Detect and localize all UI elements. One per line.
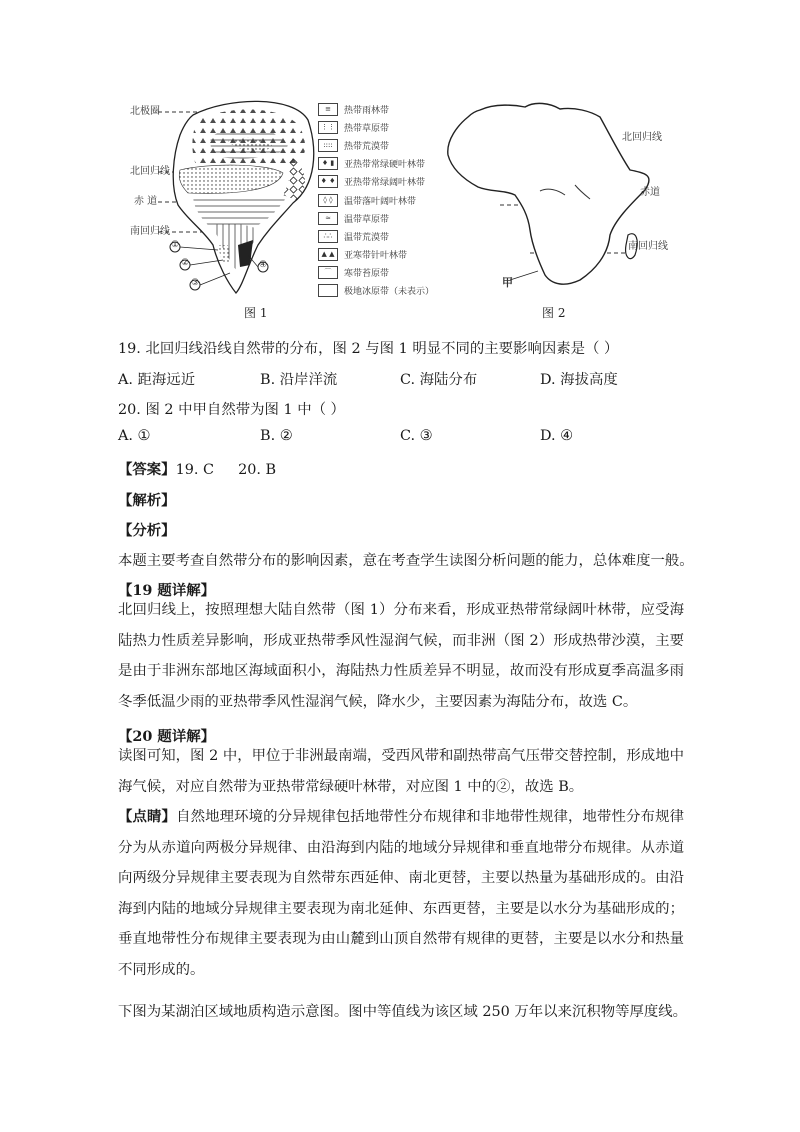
q19-stem: 19. 北回归线沿线自然带的分布，图 2 与图 1 明显不同的主要影响因素是（ ） <box>118 341 619 357</box>
d20-text: 读图可知，图 2 中，甲位于非洲最南端，受西风带和副热带高气压带交替控制，形成地中海气候，对应自然带为亚热带常绿硬叶林带，对应图 1 中的②，故选 B。 <box>118 748 684 795</box>
legend-swatch <box>318 284 338 297</box>
answer-20: 20. B <box>238 462 277 478</box>
q19-option-c[interactable]: C. 海陆分布 <box>400 372 478 388</box>
next-question-intro: 下图为某湖泊区域地质构造示意图。图中等值线为该区域 250 万年以来沉积物等厚度线。 <box>118 1004 688 1020</box>
legend-swatch: ≈ <box>318 212 338 225</box>
q20-option-a[interactable]: A. ① <box>118 428 151 444</box>
d20-header: 【20 题详解】 <box>118 728 215 745</box>
fig1-marker-4: ④ <box>259 260 268 270</box>
legend-swatch: ≡ <box>318 103 338 116</box>
d19-text: 北回归线上，按照理想大陆自然带（图 1）分布来看，形成亚热带常绿阔叶林带，应受海陆热力性质差异影响，形成亚热带季风性湿润气候，而非洲（图 2）形成热带沙漠，主要是由于非洲东部地区海域面积小，海陆热力性质差异不明显，故而没有形成夏季高温多雨冬季低温少雨的亚热带季风性湿润气候，降水少，主要因素为海陆分布，故选 C。 <box>118 602 684 710</box>
fig2-point-jia: 甲 <box>502 276 513 289</box>
legend-label: 热带荒漠带 <box>344 141 390 152</box>
fig2-lat-tropic-capricorn: 南回归线 <box>628 241 668 252</box>
answer-19: 19. C <box>175 462 215 478</box>
legend-swatch: ∴∴ <box>318 230 338 243</box>
fig1-lat-tropic-capricorn: 南回归线 <box>130 226 170 237</box>
answer-label: 【答案】 <box>118 461 176 478</box>
fenxi-header: 【分析】 <box>118 522 176 539</box>
legend-label: 热带雨林带 <box>344 105 390 116</box>
q19-option-d[interactable]: D. 海拔高度 <box>540 372 618 388</box>
fig1-lat-tropic-cancer: 北回归线 <box>130 166 170 177</box>
legend-label: 亚热带常绿阔叶林带 <box>344 178 426 189</box>
legend-item <box>318 209 448 227</box>
figure1-caption: 图 1 <box>244 306 268 320</box>
legend-item <box>318 227 448 245</box>
fig1-lat-arctic: 北极圈 <box>130 106 160 117</box>
legend-label: 热带草原带 <box>344 123 390 134</box>
d19-header: 【19 题详解】 <box>118 582 215 599</box>
legend-item <box>318 264 448 282</box>
legend-swatch: ⌒ <box>318 266 338 279</box>
fig1-marker-3: ③ <box>191 278 200 288</box>
fig2-lat-tropic-cancer: 北回归线 <box>622 132 662 143</box>
q20-option-d[interactable]: D. ④ <box>540 428 574 444</box>
figure1-legend <box>318 100 448 300</box>
fig1-marker-2: ② <box>181 258 190 268</box>
legend-item <box>318 173 448 191</box>
africa-outline <box>448 103 649 284</box>
fig1-lat-equator: 赤 道 <box>134 196 158 207</box>
fig2-lat-equator: 赤道 <box>640 187 660 198</box>
legend-label: 温带荒漠带 <box>344 232 390 243</box>
legend-swatch: ♦ ♦ <box>318 175 338 188</box>
legend-item <box>318 191 448 209</box>
legend-item <box>318 118 448 136</box>
legend-label: 温带草原带 <box>344 214 390 225</box>
q19-option-a[interactable]: A. 距海远近 <box>118 372 196 388</box>
legend-item <box>318 155 448 173</box>
q20-option-b[interactable]: B. ② <box>260 428 293 444</box>
q20-stem: 20. 图 2 中甲自然带为图 1 中（ ） <box>118 402 345 418</box>
legend-item <box>318 136 448 154</box>
legend-swatch: ♦ ▮ <box>318 157 338 170</box>
legend-item <box>318 246 448 264</box>
q20-option-c[interactable]: C. ③ <box>400 428 433 444</box>
legend-swatch: ⋮⋮ <box>318 121 338 134</box>
legend-item <box>318 282 448 300</box>
dianjing-block <box>118 802 684 985</box>
legend-swatch: ◊ ◊ <box>318 194 338 207</box>
q19-option-b[interactable]: B. 沿岸洋流 <box>260 372 338 388</box>
figure2-caption: 图 2 <box>542 306 566 320</box>
legend-item <box>318 100 448 118</box>
legend-label: 寒带苔原带 <box>344 269 390 280</box>
fenxi-text: 本题主要考查自然带分布的影响因素，意在考查学生读图分析问题的能力，总体难度一般。 <box>118 553 694 569</box>
legend-label: 温带落叶阔叶林带 <box>344 196 417 207</box>
dianjing-text: 自然地理环境的分异规律包括地带性分布规律和非地带性规律，地带性分布规律分为从赤道向两极分异规律、由沿海到内陆的地域分异规律和垂直地带分布规律。从赤道向两级分异规律主要表现为自然带东西延伸、南北更替，主要以热量为基础形成的。由沿海到内陆的地域分异规律主要表现为南北延伸、东西更替，主要是以水分为基础形成的；垂直地带性分布规律主要表现为由山麓到山顶自然带有规律的更替，主要是以水分和热量不同形成的。 <box>118 809 684 978</box>
legend-swatch: :::: <box>318 139 338 152</box>
legend-label: 极地冰原带（未表示） <box>344 287 435 298</box>
dianjing-label: 【点睛】 <box>118 808 177 825</box>
legend-label: 亚热带常绿硬叶林带 <box>344 160 426 171</box>
answer-line <box>118 458 276 479</box>
analysis-header: 【解析】 <box>118 492 176 509</box>
figure2-africa-map <box>440 95 670 295</box>
legend-swatch: ▲ ▲ <box>318 248 338 261</box>
legend-label: 亚寒带针叶林带 <box>344 251 408 262</box>
fig1-marker-1: ① <box>171 240 180 250</box>
